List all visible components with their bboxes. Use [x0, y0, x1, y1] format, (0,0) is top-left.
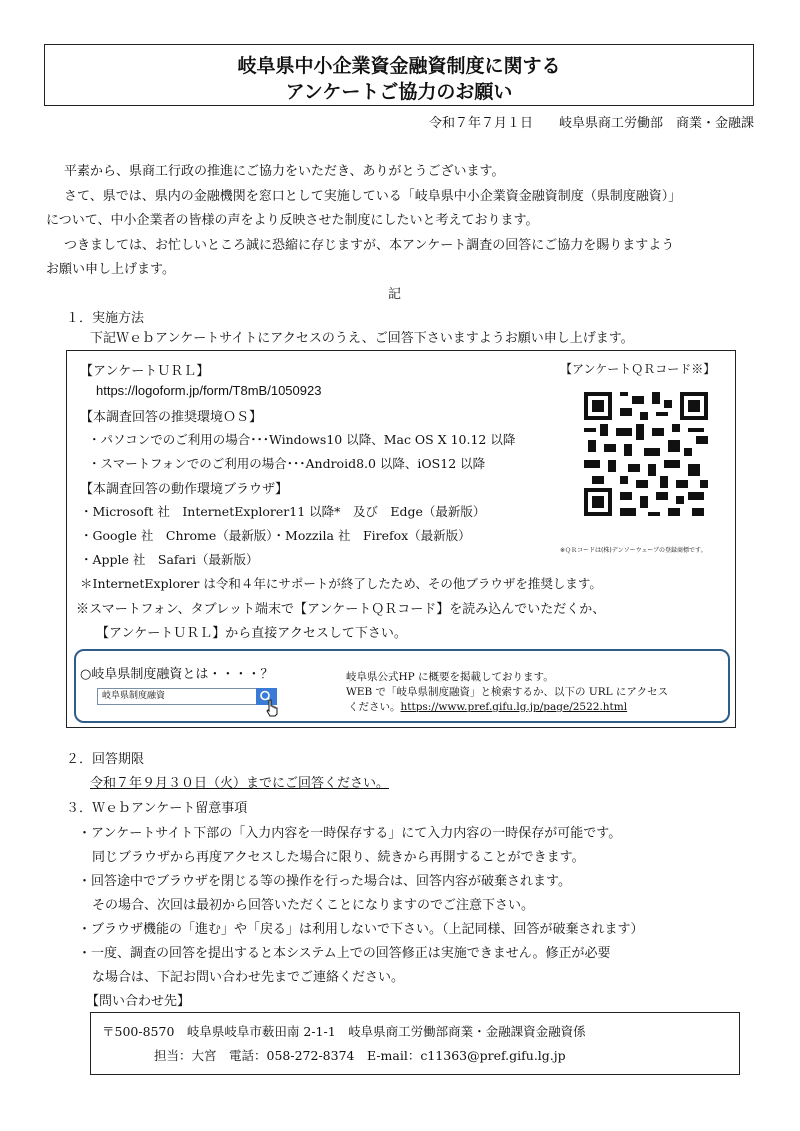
- section1-heading: １．実施方法: [66, 311, 145, 326]
- info-url-link[interactable]: https://www.pref.gifu.lg.jp/page/2522.html: [400, 701, 628, 713]
- cursor-hand-icon: [264, 698, 280, 718]
- info-desc-3: [348, 699, 627, 714]
- section1-text: 下記Ｗｅｂアンケートサイトにアクセスのうえ、ご回答下さいますようお願い申し上げます。: [90, 331, 634, 346]
- os-sp: ・スマートフォンでのご利用の場合･･･Android8.0 以降、iOS12 以降: [88, 456, 486, 471]
- intro-line-3: について、中小企業者の皆様の声をより反映させた制度にしたいと考えております。: [46, 213, 539, 228]
- ie-note: ＊InternetExplorer は令和４年にサポートが終了したため、その他ブラウザを推奨します。: [80, 576, 602, 591]
- notice-item-3: ・ブラウザ機能の「進む」や「戻る」は利用しないで下さい。（上記同様、回答が破棄されます）: [78, 922, 644, 937]
- contact-address: 〒500-8570 岐阜県岐阜市薮田南 2-1-1 岐阜県商工労働部商業・金融課資金融資係: [102, 1024, 586, 1039]
- search-input[interactable]: 岐阜県制度融資: [97, 688, 277, 705]
- info-question: ○岐阜県制度融資とは・・・・？: [80, 667, 274, 682]
- sp-note-1: ※スマートフォン、タブレット端末で【アンケートＱＲコード】を読み込んでいただくか、: [76, 602, 606, 617]
- section3-heading: ３．Ｗｅｂアンケート留意事項: [66, 801, 248, 816]
- ki-mark: 記: [388, 287, 402, 302]
- sp-note-2: 【アンケートＵＲＬ】から直接アクセスして下さい。: [96, 626, 407, 641]
- qr-label: 【アンケートＱＲコード※】: [560, 362, 716, 376]
- contact-phone-email: 担当：大宮 電話：058-272-8374 E-mail：c11363@pref.gifu.lg.jp: [154, 1048, 566, 1063]
- contact-label: 【問い合わせ先】: [86, 994, 191, 1009]
- url-label: 【アンケートＵＲＬ】: [80, 364, 210, 379]
- intro-line-4: つきましては、お忙しいところ誠に恐縮に存じますが、本アンケート調査の回答にご協力を賜りますよう: [64, 238, 675, 253]
- intro-line-5: お願い申し上げます。: [46, 262, 175, 277]
- survey-url-link[interactable]: https://logoform.jp/form/T8mB/1050923: [96, 383, 322, 398]
- browser-3: ・Apple 社 Safari（最新版）: [80, 552, 259, 567]
- notice-item-1-cont: 同じブラウザから再度アクセスした場合に限り、続きから再開することができます。: [92, 850, 585, 865]
- info-desc-1: 岐阜県公式HP に概要を掲載しております。: [346, 671, 554, 683]
- browser-1: ・Microsoft 社 InternetExplorer11 以降* 及び Edge（最新版）: [80, 504, 486, 519]
- title-box: [44, 44, 754, 106]
- os-pc: ・パソコンでのご利用の場合･･･Windows10 以降、Mac OS X 10.12 以降: [88, 432, 516, 447]
- info-desc-3-prefix: ください。: [348, 701, 401, 713]
- notice-item-4: ・一度、調査の回答を提出すると本システム上での回答修正は実施できません。修正が必要: [78, 946, 611, 961]
- info-desc-2: WEB で「岐阜県制度融資」と検索するか、以下の URL にアクセス: [346, 686, 669, 698]
- intro-line-2: さて、県では、県内の金融機関を窓口として実施している「岐阜県中小企業資金融資制度（県制度融資）」: [64, 189, 682, 204]
- notice-item-4-cont: な場合は、下記お問い合わせ先までご連絡ください。: [92, 970, 405, 985]
- dateline: 令和７年７月１日 岐阜県商工労働部 商業・金融課: [428, 116, 754, 131]
- title-line-2: アンケートご協力のお願い: [285, 81, 513, 103]
- title-line-1: 岐阜県中小企業資金融資制度に関する: [237, 55, 561, 77]
- intro-line-1: 平素から、県商工行政の推進にご協力をいただき、ありがとうございます。: [64, 164, 505, 179]
- browser-2: ・Google 社 Chrome（最新版）・Mozzila 社 Firefox（最新版）: [80, 528, 471, 543]
- section2-heading: ２．回答期限: [66, 752, 145, 767]
- deadline-text: 令和７年９月３０日（火）までにご回答ください。: [90, 776, 390, 791]
- os-label: 【本調査回答の推奨環境ＯＳ】: [80, 410, 263, 425]
- qr-trademark-note: ※ＱＲコードは(株)デンソーウェーブの登録商標です。: [560, 547, 707, 554]
- notice-item-1: ・アンケートサイト下部の「入力内容を一時保存する」にて入力内容の一時保存が可能です。: [78, 826, 622, 841]
- browser-label: 【本調査回答の動作環境ブラウザ】: [80, 482, 289, 497]
- qr-code-image[interactable]: [580, 388, 712, 520]
- notice-item-2-cont: その場合、次回は最初から回答いただくことになりますのでご注意下さい。: [92, 898, 535, 913]
- notice-item-2: ・回答途中でブラウザを閉じる等の操作を行った場合は、回答内容が破棄されます。: [78, 874, 571, 889]
